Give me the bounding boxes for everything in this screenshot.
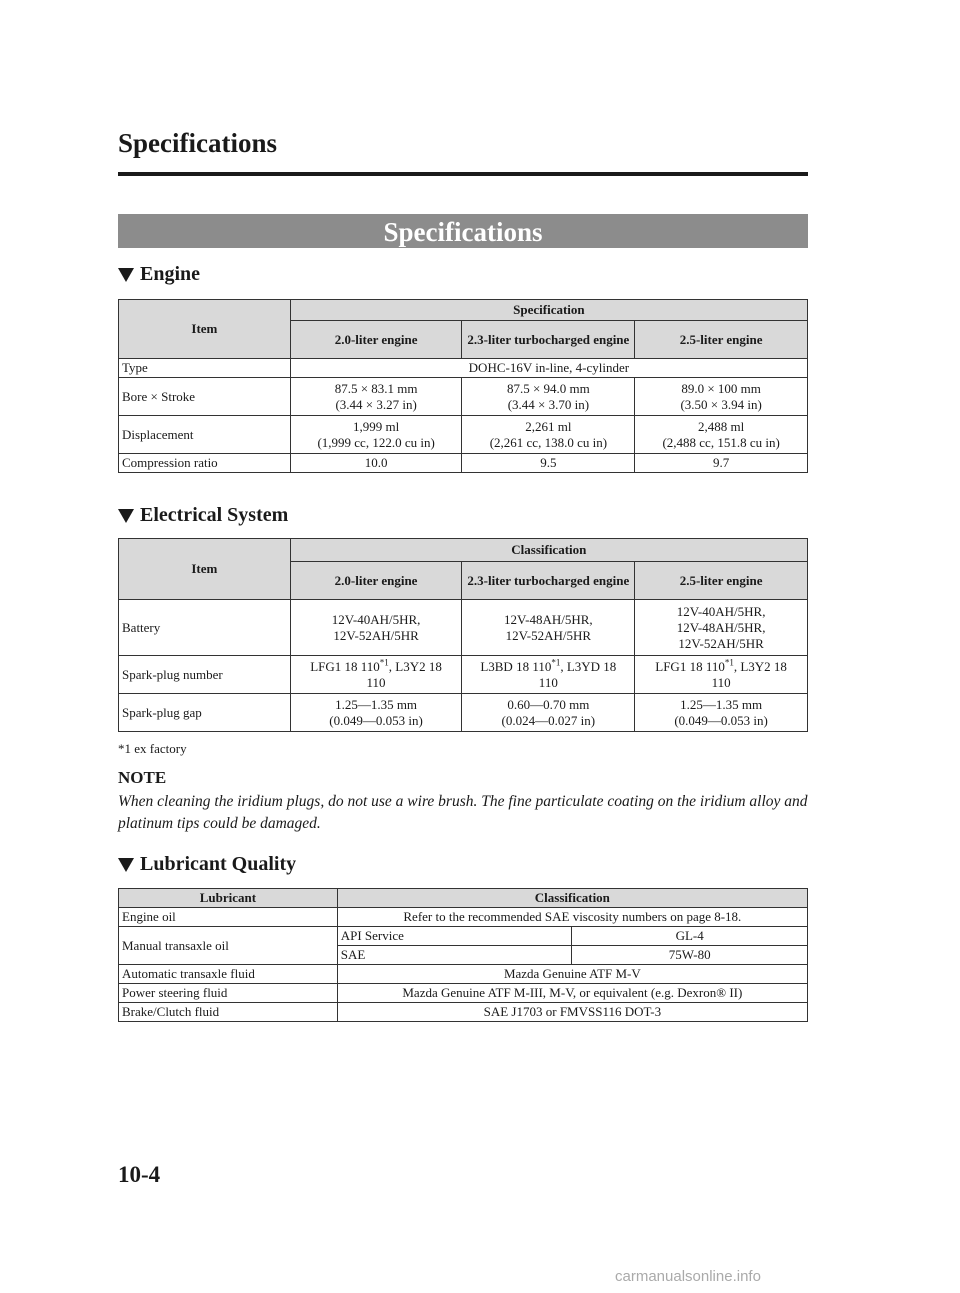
note-title: NOTE [118,768,167,787]
note-text: When cleaning the iridium plugs, do not use a wire brush. The fine particulate coating on the iridium alloy and platinum tips could be damaged. [118,793,808,832]
row-label: Compression ratio [119,454,291,473]
table-row [119,1003,808,1022]
row-label: Spark-plug gap [119,694,291,732]
cell: 1,999 ml (1,999 cc, 122.0 cu in) [290,416,462,454]
cell: L3BD 18 110$^{*1}$, L3YD 18 110 [462,656,635,694]
cell: 1.25―1.35 mm (0.049―0.053 in) [290,694,462,732]
row-label: Engine oil [119,908,338,927]
lubricant-table [118,888,808,1022]
page-number: 10-4 [118,1162,161,1187]
header-cell: Lubricant [119,889,338,908]
engine-table [118,299,808,473]
table-row [119,927,808,946]
triangle-down-icon [118,509,134,523]
cell: 1.25―1.35 mm (0.049―0.053 in) [635,694,808,732]
table-row [119,378,808,416]
cell: 2,261 ml (2,261 cc, 138.0 cu in) [462,416,635,454]
cell: Refer to the recommended SAE viscosity numbers on page 8-18. [337,908,807,927]
table-row [119,656,808,694]
lubricant-heading-text: Lubricant Quality [140,853,297,875]
cell: 87.5 × 94.0 mm (3.44 × 3.70 in) [462,378,635,416]
cell: 12V-40AH/5HR, 12V-52AH/5HR [290,600,462,656]
header-cell: Item [119,539,291,600]
row-label: Spark-plug number [119,656,291,694]
cell: SAE [337,946,572,965]
cell: 12V-40AH/5HR, 12V-48AH/5HR, 12V-52AH/5HR [635,600,808,656]
header-cell: 2.5-liter engine [635,321,808,359]
section-banner: Specifications [118,214,808,248]
cell: DOHC-16V in-line, 4-cylinder [290,359,807,378]
cell: Mazda Genuine ATF M-V [337,965,807,984]
table-row [119,416,808,454]
header-cell: Item [119,300,291,359]
cell: LFG1 18 110$^{*1}$, L3Y2 18 110 [635,656,808,694]
header-cell: 2.0-liter engine [290,562,462,600]
row-label: Displacement [119,416,291,454]
header-cell: Classification [290,539,807,562]
cell: API Service [337,927,572,946]
header-cell: 2.3-liter turbocharged engine [462,562,635,600]
electrical-table [118,538,808,732]
cell: 9.7 [635,454,808,473]
cell: 2,488 ml (2,488 cc, 151.8 cu in) [635,416,808,454]
cell: Mazda Genuine ATF M-III, M-V, or equivalent (e.g. Dexron® II) [337,984,807,1003]
header-cell: Specification [290,300,807,321]
triangle-down-icon [118,268,134,282]
cell: 10.0 [290,454,462,473]
cell: LFG1 18 110$^{*1}$, L3Y2 18 110 [290,656,462,694]
row-label: Power steering fluid [119,984,338,1003]
table-row [119,454,808,473]
row-label: Type [119,359,291,378]
triangle-down-icon [118,858,134,872]
row-label: Automatic transaxle fluid [119,965,338,984]
cell: 75W-80 [572,946,808,965]
header-cell: 2.0-liter engine [290,321,462,359]
cell: 9.5 [462,454,635,473]
table-row [119,359,808,378]
table-row [119,908,808,927]
electrical-heading-text: Electrical System [140,504,289,526]
watermark: carmanualsonline.info [615,1268,761,1285]
header-cell: 2.3-liter turbocharged engine [462,321,635,359]
engine-heading [118,263,200,286]
header-cell: 2.5-liter engine [635,562,808,600]
header-cell: Classification [337,889,807,908]
table-row [119,694,808,732]
cell: 87.5 × 83.1 mm (3.44 × 3.27 in) [290,378,462,416]
row-label: Brake/Clutch fluid [119,1003,338,1022]
footnote: *1 ex factory [118,741,187,756]
table-row [119,600,808,656]
page-header-title: Specifications [118,128,277,158]
header-rule [118,172,808,176]
cell: 12V-48AH/5HR, 12V-52AH/5HR [462,600,635,656]
cell: GL-4 [572,927,808,946]
engine-heading-text: Engine [140,263,201,285]
table-row [119,965,808,984]
table-row [119,984,808,1003]
lubricant-heading [118,853,296,876]
cell: 89.0 × 100 mm (3.50 × 3.94 in) [635,378,808,416]
row-label: Manual transaxle oil [119,927,338,965]
row-label: Bore × Stroke [119,378,291,416]
cell: SAE J1703 or FMVSS116 DOT-3 [337,1003,807,1022]
cell: 0.60―0.70 mm (0.024―0.027 in) [462,694,635,732]
electrical-heading [118,504,288,527]
row-label: Battery [119,600,291,656]
